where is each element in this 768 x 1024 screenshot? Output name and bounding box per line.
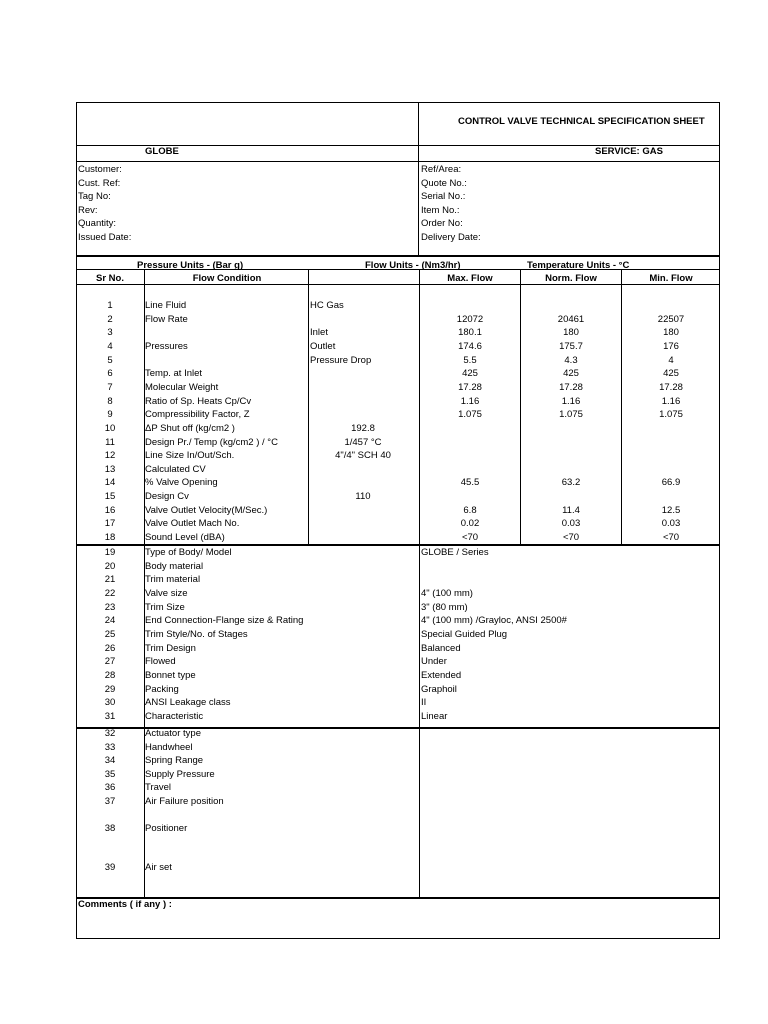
row-mid-value: 4"/4" SCH 40	[335, 450, 391, 462]
spec-sheet	[76, 102, 720, 939]
grid-line-v	[308, 269, 309, 544]
sr-no: 31	[104, 710, 116, 722]
row-value: GLOBE / Series	[421, 547, 489, 558]
info-label-right: Quote No.:	[421, 177, 467, 189]
max-flow-value: 12072	[456, 313, 484, 325]
info-label-left: Cust. Ref:	[78, 177, 121, 189]
row-label: Handwheel	[145, 742, 193, 753]
sr-no: 24	[104, 615, 116, 627]
sr-no: 7	[107, 381, 113, 393]
col-norm-flow: Norm. Flow	[545, 273, 597, 284]
row-label: Compressibility Factor, Z	[145, 409, 250, 421]
row-value: Extended	[421, 669, 462, 681]
valve-type: GLOBE	[145, 146, 179, 157]
comments-label: Comments ( if any ) :	[78, 899, 172, 910]
row-label: % Valve Opening	[145, 477, 218, 489]
grid-line-h	[77, 145, 720, 146]
service-label: SERVICE: GAS	[595, 146, 663, 157]
max-flow-value: 45.5	[460, 477, 480, 489]
sr-no: 9	[107, 409, 113, 421]
row-value: II	[421, 697, 427, 709]
norm-flow-value: 180	[563, 327, 579, 339]
sr-no: 14	[104, 477, 116, 489]
grid-line-h	[77, 544, 720, 546]
row-label: Temp. at Inlet	[145, 368, 203, 380]
min-flow-value: 1.16	[661, 395, 681, 407]
grid-line-v	[621, 269, 622, 544]
sr-no: 22	[104, 587, 116, 599]
info-label-right: Item No.:	[421, 204, 460, 216]
sr-no: 3	[107, 327, 113, 339]
min-flow-value: 17.28	[659, 381, 683, 393]
norm-flow-value: 17.28	[559, 381, 583, 393]
grid-line-v	[520, 269, 521, 544]
sr-no: 13	[104, 463, 116, 475]
row-label: Ratio of Sp. Heats Cp/Cv	[145, 395, 252, 407]
max-flow-value: 174.6	[458, 340, 482, 352]
grid-line-h	[77, 255, 720, 257]
row-label: Trim material	[145, 574, 201, 586]
sr-no: 39	[104, 862, 116, 873]
row-label: Spring Range	[145, 755, 204, 766]
col-flow-condition: Flow Condition	[192, 273, 262, 284]
sr-no: 19	[104, 547, 116, 558]
row-label: ΔP Shut off (kg/cm2 )	[145, 422, 235, 434]
max-flow-value: 180.1	[458, 327, 482, 339]
sheet-title: CONTROL VALVE TECHNICAL SPECIFICATION SHEET	[458, 116, 705, 127]
max-flow-value: <70	[461, 532, 479, 544]
norm-flow-value: 63.2	[561, 477, 581, 489]
row-mid-value: 110	[355, 491, 371, 503]
info-label-left: Rev:	[78, 204, 98, 216]
norm-flow-value: 0.03	[561, 518, 581, 530]
row-value: 4" (100 mm) /Grayloc, ANSI 2500#	[421, 615, 567, 627]
row-label: Body material	[145, 560, 204, 572]
row-value: 4" (100 mm)	[421, 587, 473, 599]
max-flow-value: 17.28	[458, 381, 482, 393]
min-flow-value: 1.075	[659, 409, 683, 421]
row-label: Type of Body/ Model	[145, 547, 232, 558]
sr-no: 21	[104, 574, 116, 586]
min-flow-value: 4	[668, 354, 674, 366]
max-flow-value: 0.02	[460, 518, 480, 530]
grid-line-h	[77, 284, 720, 285]
min-flow-value: <70	[662, 532, 680, 544]
grid-line-h	[77, 897, 720, 899]
info-label-left: Issued Date:	[78, 232, 132, 243]
info-label-right: Serial No.:	[421, 191, 466, 203]
norm-flow-value: 1.16	[561, 395, 581, 407]
sr-no: 28	[104, 669, 116, 681]
row-label: Calculated CV	[145, 463, 206, 475]
norm-flow-value: <70	[562, 532, 580, 544]
grid-line-h	[77, 161, 720, 162]
sr-no: 36	[104, 782, 116, 793]
row-label: Sound Level (dBA)	[145, 532, 225, 544]
row-mid-value: 192.8	[351, 422, 375, 434]
row-label: Supply Pressure	[145, 769, 215, 780]
row-label: Air Failure position	[145, 796, 224, 807]
row-label: Air set	[145, 862, 172, 873]
sr-no: 1	[107, 300, 113, 311]
grid-line-v	[418, 103, 419, 255]
row-label: Travel	[145, 782, 172, 793]
row-sublabel: Outlet	[310, 340, 336, 352]
info-label-left: Tag No:	[78, 191, 111, 203]
row-label: Positioner	[145, 823, 188, 834]
sr-no: 15	[104, 491, 116, 503]
temperature-units: Temperature Units - °C	[527, 260, 630, 271]
row-label: Characteristic	[145, 710, 204, 722]
max-flow-value: 1.075	[458, 409, 482, 421]
sr-no: 5	[107, 354, 113, 366]
info-label-right: Order No:	[421, 218, 463, 230]
row-label: Packing	[145, 683, 179, 695]
sr-no: 34	[104, 755, 116, 766]
sr-no: 30	[104, 697, 116, 709]
sr-no: 10	[104, 422, 116, 434]
row-label: Line Fluid	[145, 300, 187, 311]
max-flow-value: 1.16	[460, 395, 480, 407]
norm-flow-value: 4.3	[564, 354, 578, 366]
max-flow-value: 425	[462, 368, 478, 380]
flow-units: Flow Units - (Nm3/hr)	[365, 260, 461, 271]
sr-no: 25	[104, 628, 116, 640]
row-sublabel: HC Gas	[310, 300, 344, 311]
row-value: Special Guided Plug	[421, 628, 508, 640]
grid-line-h	[77, 269, 720, 270]
sr-no: 23	[104, 601, 116, 613]
min-flow-value: 12.5	[661, 504, 681, 516]
row-label: Line Size In/Out/Sch.	[145, 450, 235, 462]
norm-flow-value: 175.7	[559, 340, 583, 352]
row-label: Trim Design	[145, 642, 196, 654]
min-flow-value: 180	[663, 327, 679, 339]
max-flow-value: 6.8	[463, 504, 477, 516]
row-label: Valve Outlet Mach No.	[145, 518, 240, 530]
row-label: Molecular Weight	[145, 381, 219, 393]
row-label: Flowed	[145, 656, 176, 668]
row-label: Valve size	[145, 587, 188, 599]
pressure-units: Pressure Units - (Bar g)	[137, 260, 244, 271]
col-max-flow: Max. Flow	[447, 273, 493, 284]
row-label: Valve Outlet Velocity(M/Sec.)	[145, 504, 268, 516]
col-min-flow: Min. Flow	[649, 273, 693, 284]
norm-flow-value: 1.075	[559, 409, 583, 421]
row-value: Under	[421, 656, 447, 668]
norm-flow-value: 20461	[557, 313, 585, 325]
sr-no: 29	[104, 683, 116, 695]
row-value: Balanced	[421, 642, 461, 654]
sr-no: 11	[105, 436, 115, 448]
sr-no: 35	[104, 769, 116, 780]
grid-line-v	[419, 269, 420, 897]
min-flow-value: 0.03	[661, 518, 681, 530]
row-label: ANSI Leakage class	[145, 697, 231, 709]
row-mid-value: 1/457 °C	[344, 436, 382, 448]
row-label: Design Cv	[145, 491, 189, 503]
info-label-right: Delivery Date:	[421, 232, 481, 243]
sr-no: 4	[107, 340, 113, 352]
row-label: Pressures	[145, 340, 188, 352]
info-label-left: Customer:	[78, 164, 122, 175]
row-value: Graphoil	[421, 683, 457, 695]
sr-no: 32	[104, 728, 116, 739]
sr-no: 12	[104, 450, 116, 462]
min-flow-value: 425	[663, 368, 679, 380]
sr-no: 20	[104, 560, 116, 572]
row-label: Flow Rate	[145, 313, 188, 325]
sr-no: 27	[104, 656, 116, 668]
min-flow-value: 66.9	[661, 477, 681, 489]
row-label: Design Pr./ Temp (kg/cm2 ) / °C	[145, 436, 278, 448]
row-label: End Connection-Flange size & Rating	[145, 615, 304, 627]
sr-no: 16	[104, 504, 116, 516]
sr-no: 17	[104, 518, 116, 530]
sr-no: 33	[104, 742, 116, 753]
max-flow-value: 5.5	[463, 354, 477, 366]
sr-no: 6	[107, 368, 113, 380]
sr-no: 38	[104, 823, 116, 834]
row-label: Bonnet type	[145, 669, 196, 681]
sr-no: 18	[104, 532, 116, 544]
row-label: Trim Style/No. of Stages	[145, 628, 248, 640]
row-value: 3" (80 mm)	[421, 601, 468, 613]
sr-no: 8	[107, 395, 113, 407]
info-label-right: Ref/Area:	[421, 164, 462, 175]
row-label: Trim Size	[145, 601, 185, 613]
sr-no: 37	[104, 796, 116, 807]
sr-no: 2	[107, 313, 113, 325]
row-value: Linear	[421, 710, 448, 722]
min-flow-value: 22507	[657, 313, 685, 325]
sr-no: 26	[104, 642, 116, 654]
row-label: Actuator type	[145, 728, 201, 739]
info-label-left: Quantity:	[78, 218, 117, 230]
min-flow-value: 176	[663, 340, 679, 352]
col-sr-no: Sr No.	[96, 273, 124, 284]
row-sublabel: Inlet	[310, 327, 328, 339]
norm-flow-value: 425	[563, 368, 579, 380]
row-sublabel: Pressure Drop	[310, 354, 372, 366]
norm-flow-value: 11.4	[562, 504, 580, 516]
